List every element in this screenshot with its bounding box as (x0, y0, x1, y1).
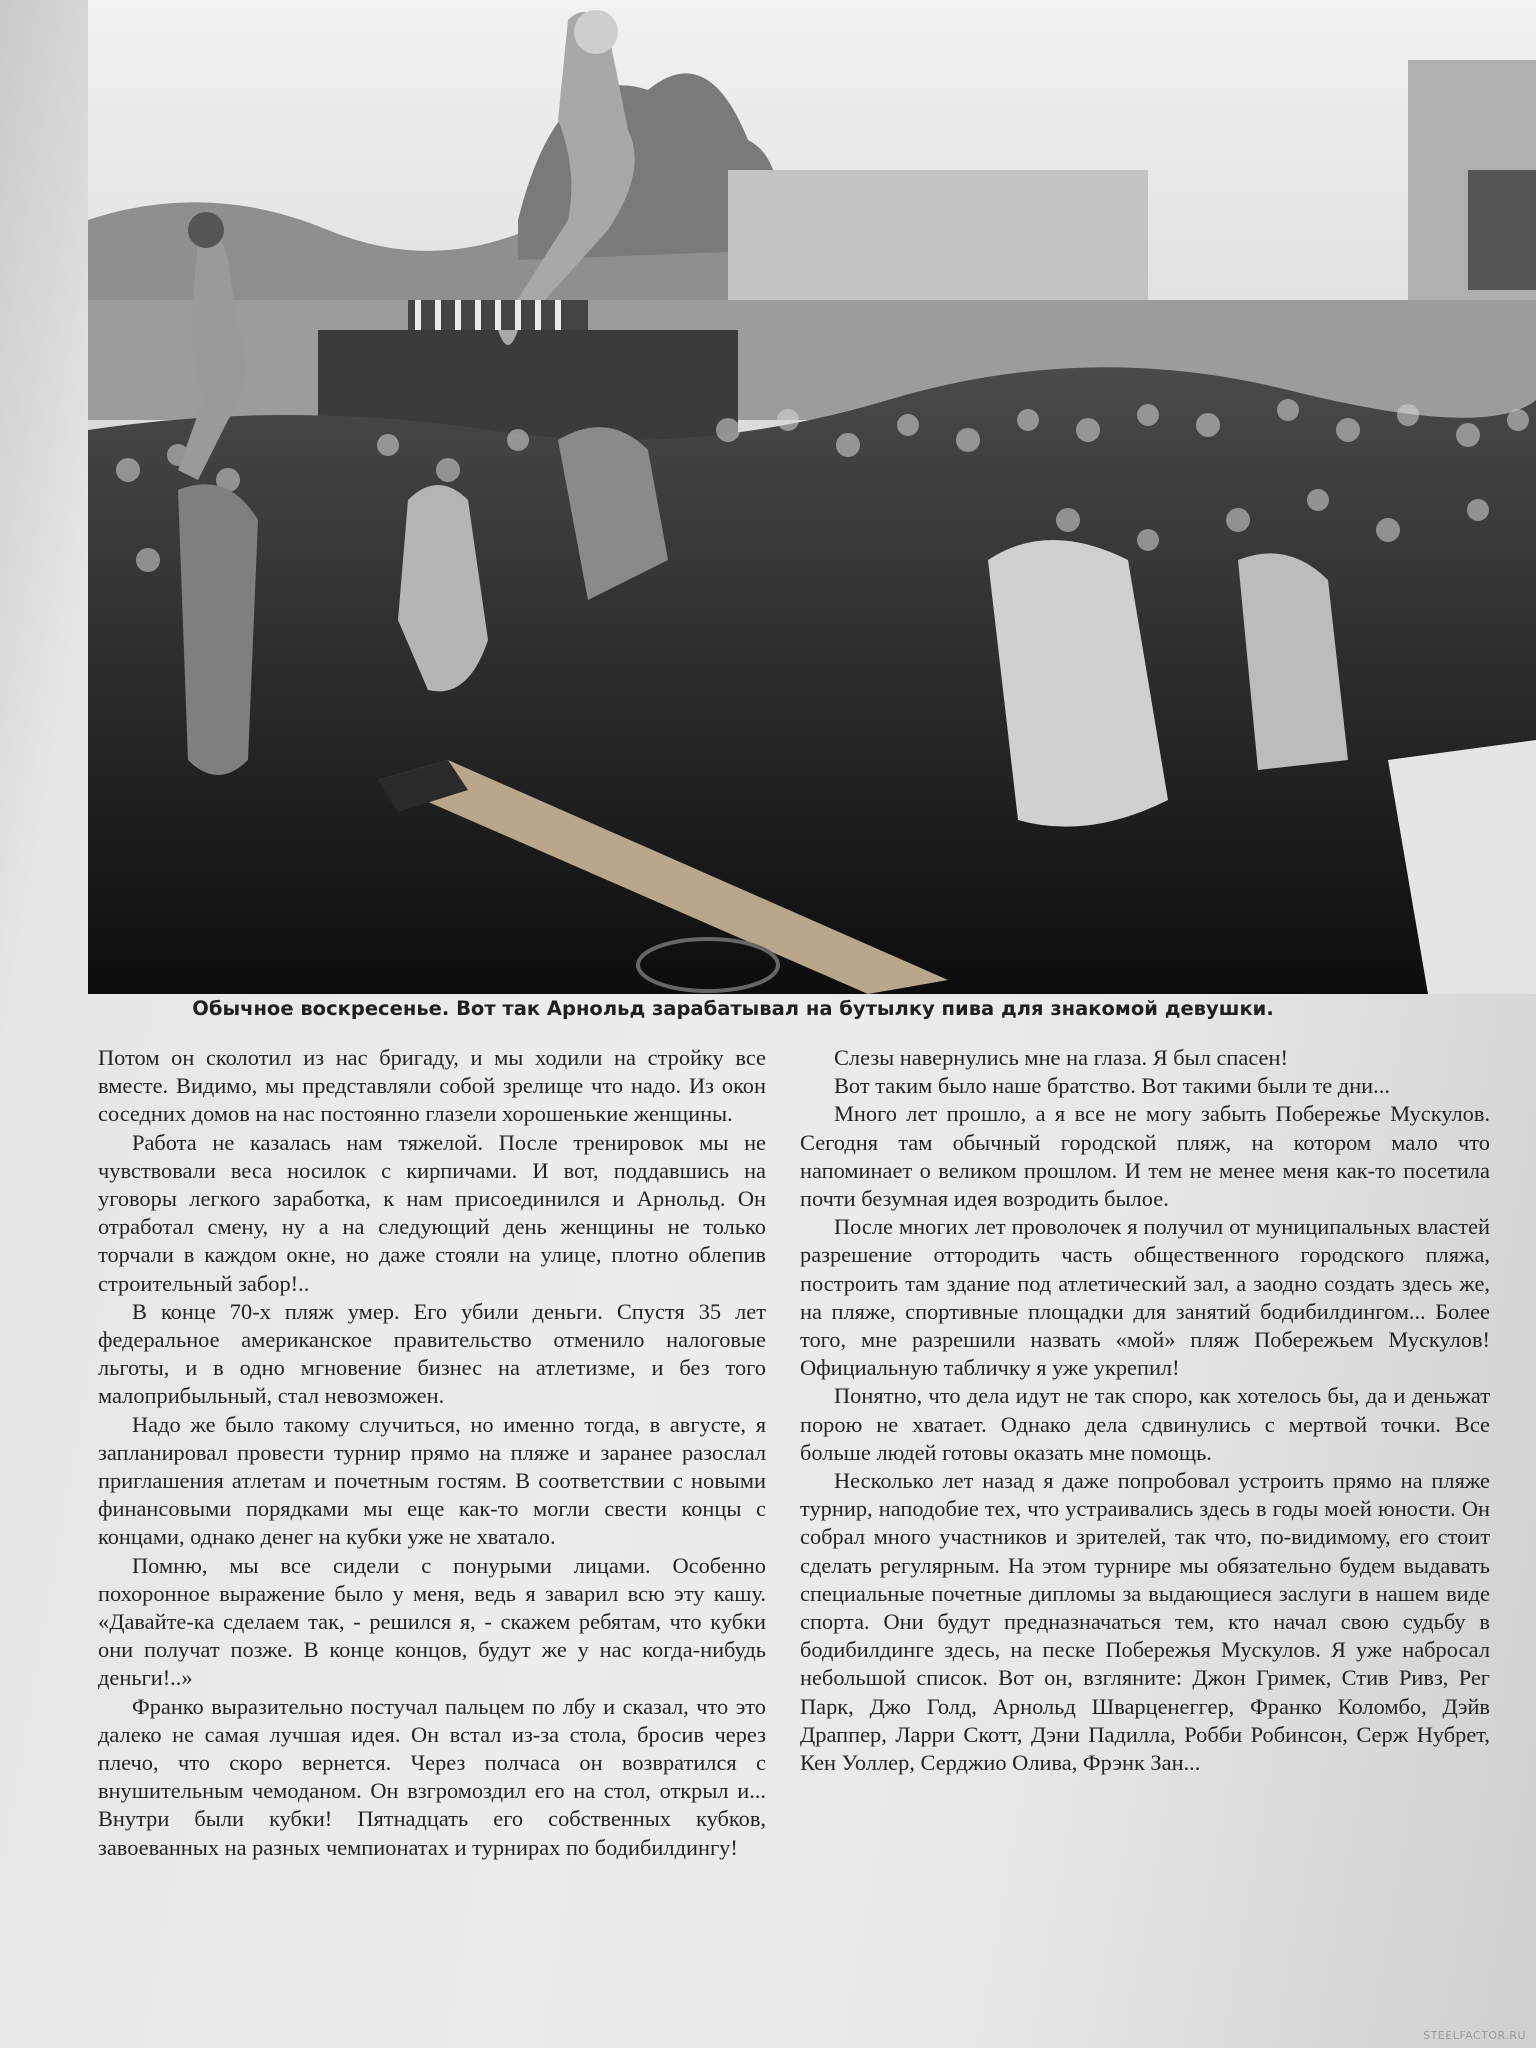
paragraph: Несколько лет назад я даже попробовал устроить прямо на пляже турнир, наподобие тех, что устраивались здесь в годы моей юности. Он собрал много участников и зрителей, так что, по-видимому, его стоит сделать регулярным. На этом турнире мы обязательно будем выдавать специальные почетные дипломы за выдающиеся заслуги в нашем виде спорта. Они будут предназначаться тем, кто начал свою судьбу в бодибилдинге здесь, на песке Побережья Мускулов. Я уже набросал небольшой список. Вот он, взгляните: Джон Гримек, Стив Ривз, Рег Парк, Джо Голд, Арнольд Шварценеггер, Франко Коломбо, Дэйв Драппер, Ларри Скотт, Дэни Падилла, Робби Робинсон, Серж Нубрет, Кен Уоллер, Серджио Олива, Фрэнк Зан... (800, 1468, 1490, 1776)
paragraph: Работа не казалась нам тяжелой. После тренировок мы не чувствовали веса носилок с кирпичами. И вот, поддавшись на уговоры легкого заработка, к нам присоединился и Арнольд. Он отработал смену, ну а на следующий день женщины не только торчали в каждом окне, но даже стояли на улице, плотно облепив строительный забор!.. (98, 1129, 766, 1296)
article-right-column (800, 1044, 1490, 1777)
paragraph: Франко выразительно постучал пальцем по лбу и сказал, что это далеко не самая лучшая идея. Он встал из-за стола, бросив через плечо, что скоро вернется. Через полчаса он возвратился с внушительным чемоданом. Он взгромоздил его на стол, открыл и... Внутри были кубки! Пятнадцать его собственных кубков, завоеванных на разных чемпионатах и турнирах по бодибилдингу! (98, 1693, 766, 1860)
paragraph: Много лет прошло, а я все не могу забыть Побережье Мускулов. Сегодня там обычный городской пляж, на котором мало что напоминает о великом прошлом. И тем не менее меня как-то посетила почти безумная идея возродить былое. (800, 1101, 1490, 1212)
photo-illustration (88, 0, 1536, 994)
photo-caption: Обычное воскресенье. Вот так Арнольд зарабатывал на бутылку пива для знакомой девушки. (192, 997, 1274, 1020)
paragraph: Потом он сколотил из нас бригаду, и мы ходили на стройку все вместе. Видимо, мы представляли собой зрелище что надо. Из окон соседних домов на нас постоянно глазели хорошенькие женщины. (98, 1045, 766, 1127)
site-watermark: STEELFACTOR.RU (1423, 2029, 1526, 2042)
paragraph: Слезы навернулись мне на глаза. Я был спасен! (834, 1045, 1288, 1070)
paragraph: После многих лет проволочек я получил от муниципальных властей разрешение оттородить часть общественного городского пляжа, построить там здание под атлетический зал, а заодно создать здесь же, на пляже, спортивные площадки для занятий бодибилдингом... Более того, мне разрешили назвать «мой» пляж Побережьем Мускулов! Официальную табличку я уже укрепил! (800, 1214, 1490, 1381)
beach-acrobatics-photo (88, 0, 1536, 994)
paragraph: Помню, мы все сидели с понурыми лицами. Особенно похоронное выражение было у меня, ведь я заварил всю эту кашу. «Давайте-ка сделаем так, - решился я, - скажем ребятам, что кубки они получат позже. В конце концов, будут же у нас когда-нибудь деньги!..» (98, 1552, 766, 1691)
paragraph: Понятно, что дела идут не так споро, как хотелось бы, да и деньжат порою не хватает. Однако дела сдвинулись с мертвой точки. Все больше людей готовы оказать мне помощь. (800, 1383, 1490, 1465)
article-left-column (98, 1044, 766, 1862)
paragraph: Вот таким было наше братство. Вот такими были те дни... (834, 1073, 1390, 1099)
paragraph: Надо же было такому случиться, но именно тогда, в августе, я запланировал провести турнир прямо на пляже и заранее разослал приглашения атлетам и почетным гостям. В соответствии с новыми финансовыми порядками мы еще как-то могли свести концы с концами, однако денег на кубки уже не хватало. (98, 1411, 766, 1550)
paragraph: В конце 70-х пляж умер. Его убили деньги. Спустя 35 лет федеральное американское правительство отменило налоговые льготы, и в одно мгновение бизнес на атлетизме, и без того малоприбыльный, стал невозможен. (98, 1298, 766, 1409)
